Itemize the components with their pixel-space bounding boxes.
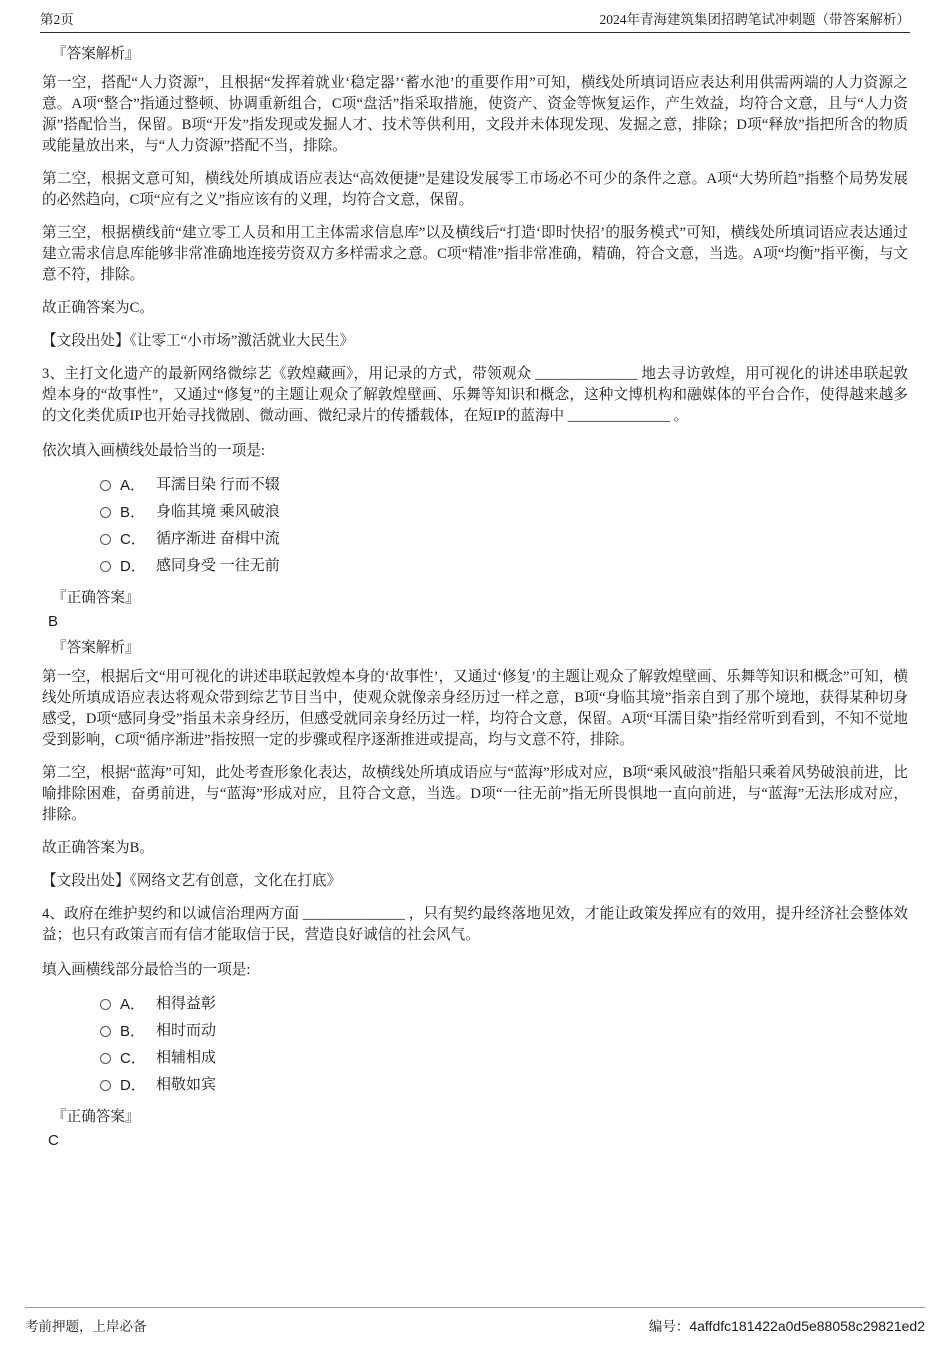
q3-instruction: 依次填入画横线处最恰当的一项是:: [42, 443, 265, 459]
q3-option-c[interactable]: [100, 526, 908, 553]
footer-slogan: 考前押题，上岸必备: [25, 1319, 147, 1334]
q3-analysis-para-2: 第二空，根据“蓝海”可知，此处考查形象化表达，故横线处所填成语应与“蓝海”形成对应，B项“乘风破浪”指船只乘着风势破浪前进，比喻排除困难，奋勇前进，与“蓝海”形成对应，且符合文意，当选。D项“一往无前”指无所畏惧地一直向前进，与“蓝海”无法形成对应，排除。: [42, 765, 908, 823]
option-letter: A．: [120, 477, 146, 494]
q3-source: 【文段出处】《网络文艺有创意，文化在打底》: [42, 873, 342, 889]
option-letter: C．: [120, 1050, 146, 1067]
option-letter: D．: [120, 558, 146, 575]
page-footer: [25, 1307, 925, 1335]
option-letter: B．: [120, 504, 146, 521]
q4-option-c[interactable]: [100, 1045, 908, 1072]
q4-answer-label: 『正确答案』: [52, 1109, 140, 1125]
q2-analysis-para-2: 第二空，根据文意可知，横线处所填成语应表达“高效便捷”是建设发展零工市场必不可少的条件之意。A项“大势所趋”指整个局势发展的必然趋向，C项“应有之义”指应该有的义理，均符合文意，保留。: [42, 171, 908, 208]
option-text: 相时而动: [156, 1023, 217, 1039]
footer-serial: [649, 1315, 925, 1335]
q2-analysis-para-1: 第一空，搭配“人力资源”，且根据“发挥着就业‘稳定器’‘蓄水池’的重要作用”可知，横线处所填词语应表达利用供需两端的人力资源之意。A项“整合”指通过整顿、协调重新组合，C项“盘活”指采取措施，使资产、资金等恢复运作，产生效益，均符合文意，且与“人力资源”搭配恰当，保留。B项“开发”指发现或发掘人才、技术等供利用，文段并未体现发现、发掘之意，排除；D项“释放”指把所含的物质或能量放出来，与“人力资源”搭配不当，排除。: [42, 75, 908, 154]
radio-button-icon[interactable]: [100, 1026, 111, 1037]
radio-button-icon[interactable]: [100, 999, 111, 1010]
q3-option-a[interactable]: [100, 472, 908, 499]
option-text: 感同身受 一往无前: [156, 558, 280, 574]
radio-button-icon[interactable]: [100, 1080, 111, 1091]
q3-option-b[interactable]: [100, 499, 908, 526]
q3-analysis-para-1: 第一空，根据后文“用可视化的讲述串联起敦煌本身的‘故事性’，又通过‘修复’的主题让观众了解敦煌壁画、乐舞等知识和概念”可知，横线处所填成语应表达将观众带到综艺节目当中，使观众就像亲身经历过一样之意，B项“身临其境”指亲自到了那个境地，获得某种切身感受，D项“感同身受”指虽未亲身经历，但感受就同亲身经历过一样，均符合文意，保留。A项“耳濡目染”指经常听到看到，不知不觉地受到影响，C项“循序渐进”指按照一定的步骤或程序逐渐推进或提高，均与文意不符，排除。: [42, 669, 908, 748]
radio-button-icon[interactable]: [100, 1053, 111, 1064]
option-letter: B．: [120, 1023, 146, 1040]
q4-option-d[interactable]: [100, 1072, 908, 1099]
q3-options: [100, 472, 908, 580]
radio-button-icon[interactable]: [100, 507, 111, 518]
q3-answer-label: 『正确答案』: [52, 590, 140, 606]
q4-option-a[interactable]: [100, 991, 908, 1018]
page-header: [40, 8, 910, 33]
option-letter: A．: [120, 996, 146, 1013]
q4-stem: 4、政府在维护契约和以诚信治理两方面 ______________ ，只有契约最终落地见效，才能让政策发挥应有的效用，提升经济社会整体效益；也只有政策言而有信才能取信于民，营造良好诚信的社会风气。: [42, 906, 908, 943]
option-letter: D．: [120, 1077, 146, 1094]
radio-button-icon[interactable]: [100, 561, 111, 572]
q4-options: [100, 991, 908, 1099]
footer-serial-label: 编号：: [648, 1319, 690, 1334]
option-text: 循序渐进 奋楫中流: [156, 531, 280, 547]
option-letter: C．: [120, 531, 146, 548]
page-number: 第2页: [40, 12, 74, 27]
q4-instruction: 填入画横线部分最恰当的一项是:: [42, 962, 251, 978]
q3-answer-value: B: [48, 613, 59, 630]
option-text: 相辅相成: [156, 1050, 217, 1066]
radio-button-icon[interactable]: [100, 534, 111, 545]
radio-button-icon[interactable]: [100, 480, 111, 491]
option-text: 身临其境 乘风破浪: [156, 504, 280, 520]
q3-answer-conclusion: 故正确答案为B。: [42, 840, 154, 856]
q4-option-b[interactable]: [100, 1018, 908, 1045]
q3-stem: 3、主打文化遗产的最新网络微综艺《敦煌藏画》，用记录的方式，带领观众 ______________ 地去寻访敦煌，用可视化的讲述串联起敦煌本身的“故事性”，又通过“修复”的主题让观众了解敦煌壁画、乐舞等知识和概念，这种文博机构和融媒体的平台合作，使得越来越多的文化类优质IP也开始寻找微剧、微动画、微纪录片的传播载体，在短IP的蓝海中 ______________ 。: [42, 366, 908, 424]
option-text: 耳濡目染 行而不辍: [156, 477, 280, 493]
q2-source: 【文段出处】《让零工“小市场”激活就业大民生》: [42, 333, 355, 349]
q2-analysis-label: 『答案解析』: [52, 46, 140, 62]
option-text: 相得益彰: [156, 996, 217, 1012]
document-title: 2024年青海建筑集团招聘笔试冲刺题（带答案解析）: [599, 12, 910, 27]
q3-analysis-label: 『答案解析』: [52, 640, 140, 656]
q3-option-d[interactable]: [100, 553, 908, 580]
q4-answer-value: C: [48, 1132, 59, 1149]
page-content: [42, 44, 908, 1157]
q2-answer-conclusion: 故正确答案为C。: [42, 300, 154, 316]
q2-analysis-para-3: 第三空，根据横线前“建立零工人员和用工主体需求信息库”以及横线后“打造‘即时快招’的服务模式”可知，横线处所填词语应表达通过建立需求信息库能够非常准确地连接劳资双方多样需求之意。C项“精准”指非常准确，精确，符合文意，当选。A项“均衡”指平衡，与文意不符，排除。: [42, 225, 908, 283]
footer-serial-value: 4affdfc181422a0d5e88058c29821ed2: [689, 1318, 925, 1334]
option-text: 相敬如宾: [156, 1077, 217, 1093]
